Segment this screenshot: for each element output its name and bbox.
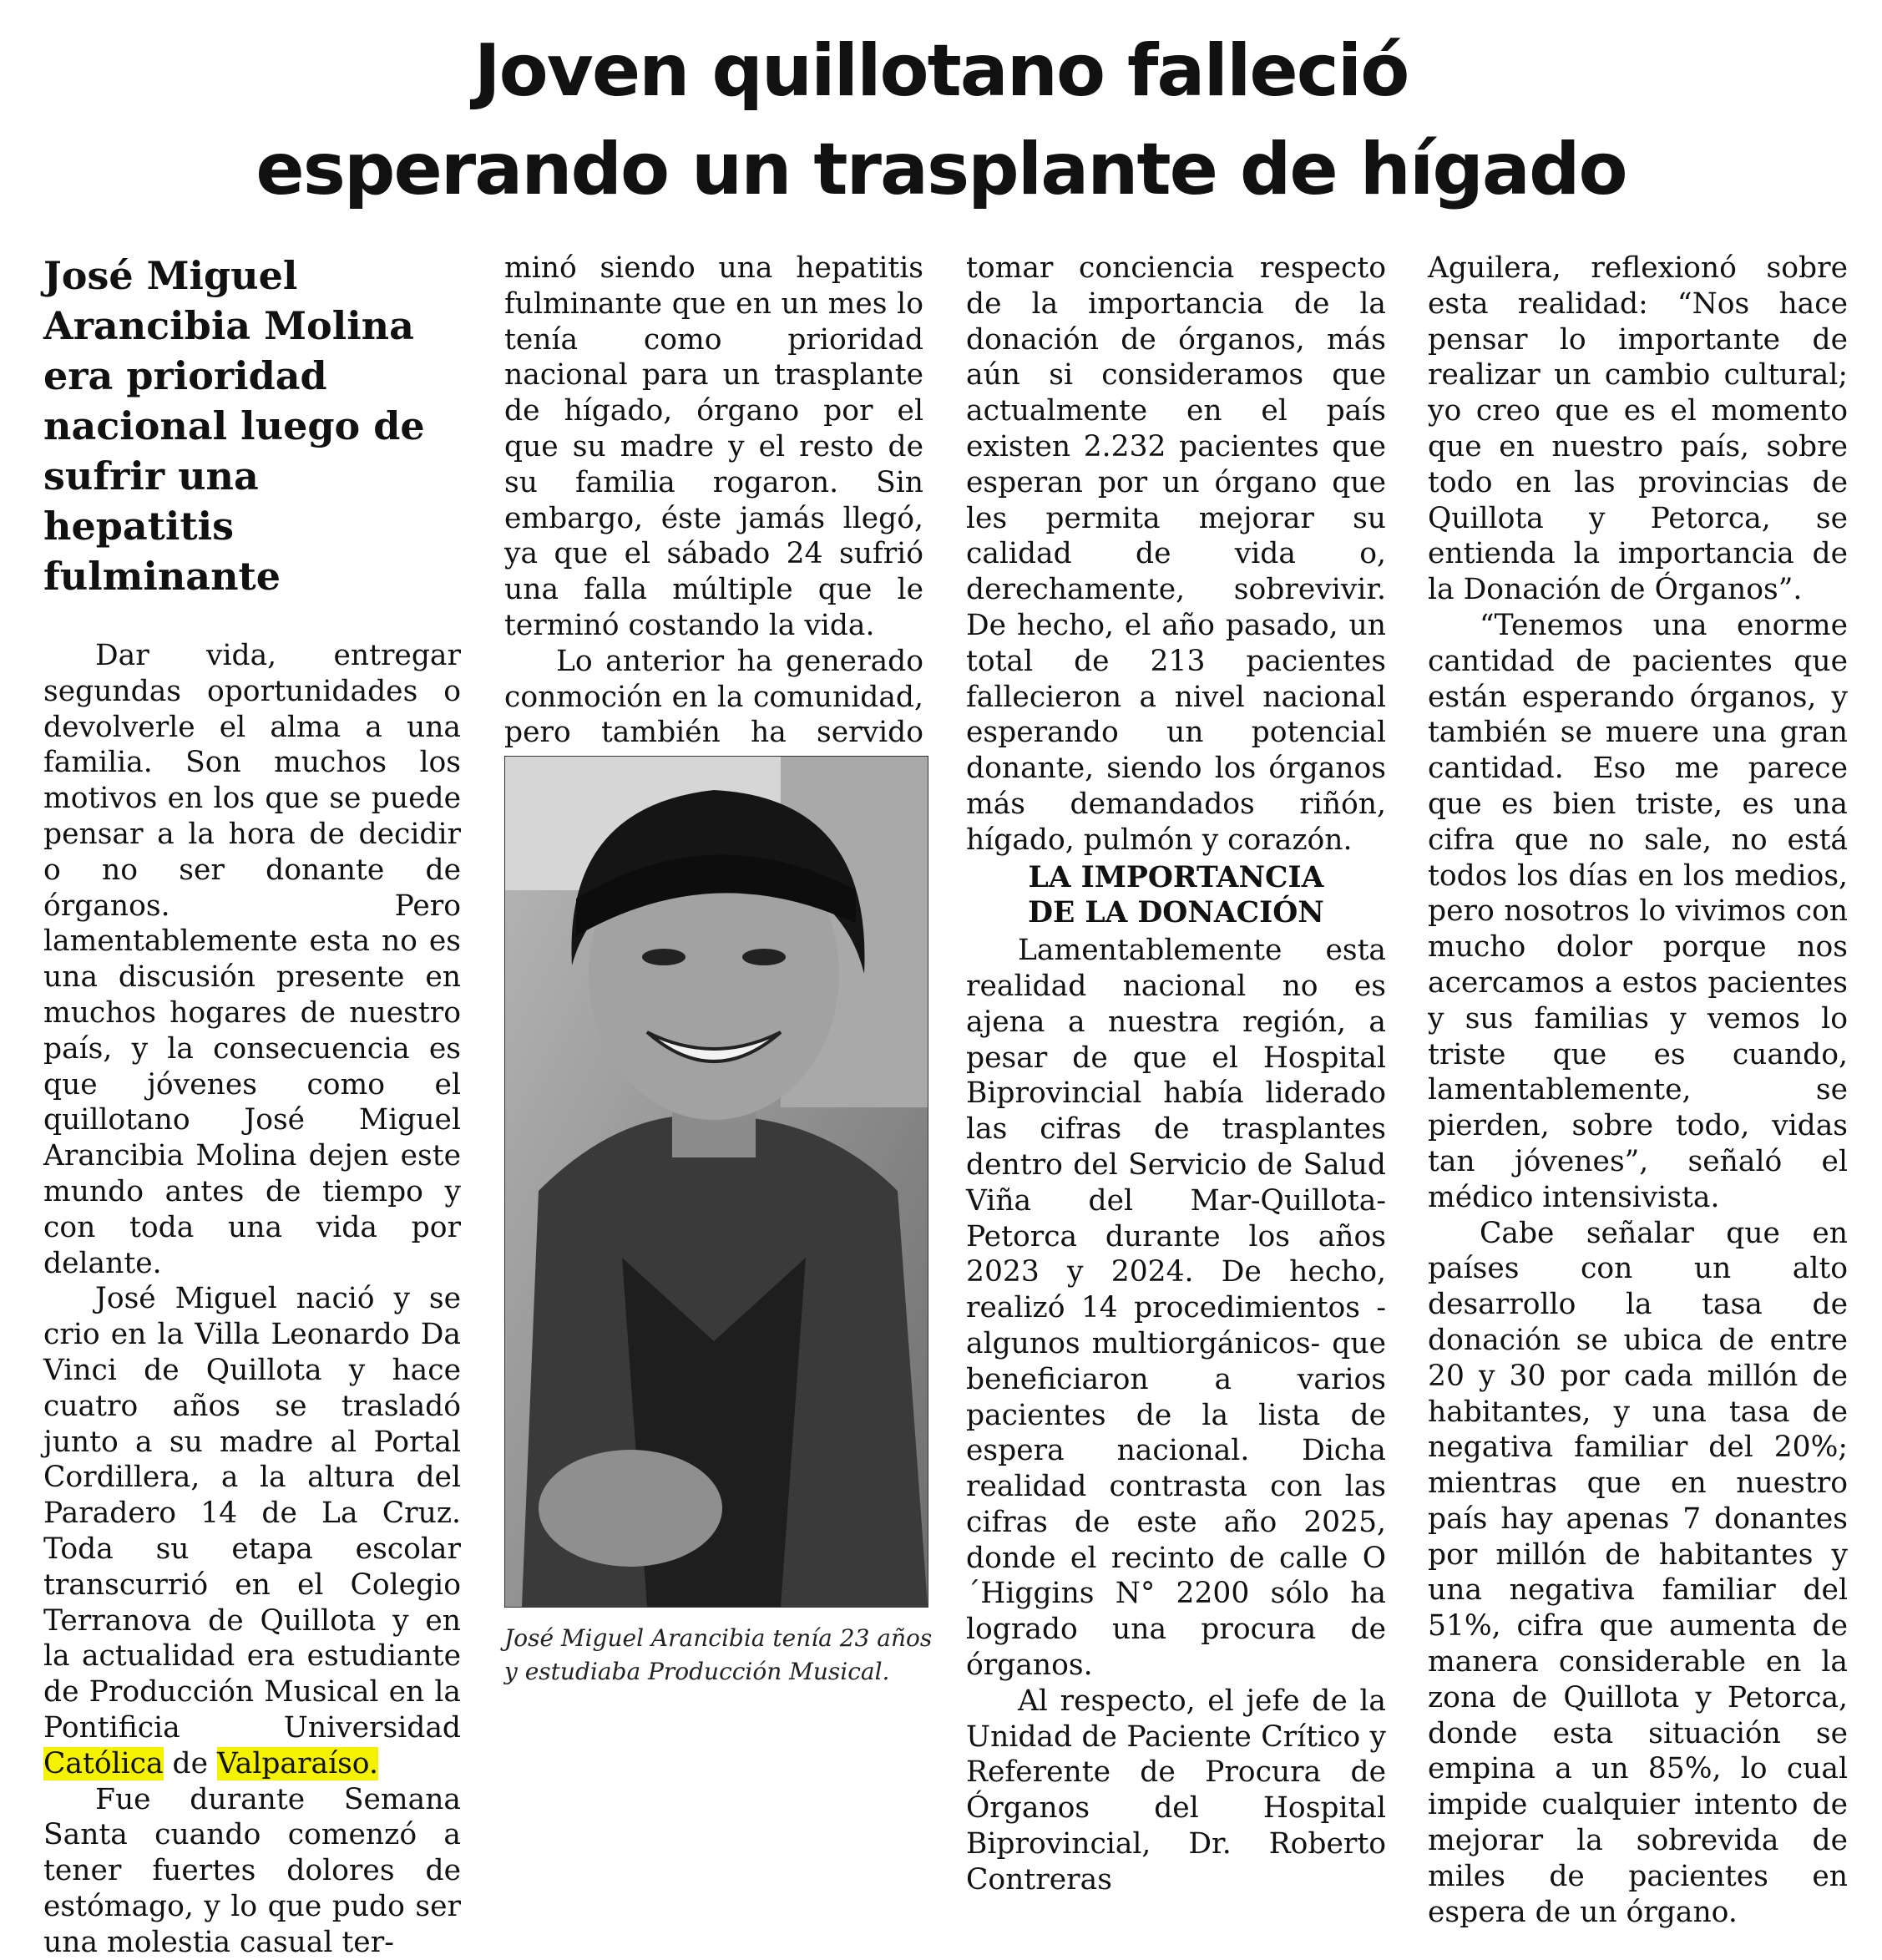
- caption-line-1: José Miguel Arancibia tenía 23 años: [504, 1622, 938, 1655]
- article-column-2: [504, 251, 923, 787]
- headline-line-2: esperando un trasplante de hígado: [0, 120, 1882, 219]
- headline: [0, 22, 1882, 219]
- section-subhead: [966, 860, 1386, 932]
- headline-line-1: Joven quillotano falleció: [0, 22, 1882, 120]
- paragraph: tomar conciencia respecto de la importancia de la donación de órganos, más aún si consideramos que actualmente en el país existen 2.232 pacientes que esperan por un órgano que les permita mejorar su calidad de vida o, derechamente, sobrevivir. De hecho, el año pasado, un total de 213 pacientes fallecieron a nivel nacional esperando un potencial donante, siendo los órganos más demandados riñón, hígado, pulmón y corazón.: [966, 251, 1386, 858]
- article-column-4: [1428, 251, 1848, 1930]
- paragraph: Aguilera, reflexionó sobre esta realidad: “Nos hace pensar lo importante de realizar un cambio cultural; yo creo que es el momento que en nuestro país, sobre todo en las provincias de Quillota y Petorca, se entienda la importancia de la Donación de Órganos”.: [1428, 251, 1848, 608]
- portrait-photo: [504, 756, 928, 1608]
- portrait-illustration: [505, 757, 928, 1607]
- article-column-1: [43, 251, 461, 1960]
- subhead-line-2: DE LA DONACIÓN: [966, 895, 1386, 931]
- paragraph-text: de: [164, 1747, 217, 1780]
- paragraph: Lo anterior ha generado conmoción en la comunidad, pero también ha servido: [504, 644, 923, 787]
- subhead-line-1: LA IMPORTANCIA: [966, 860, 1386, 896]
- paragraph: [43, 1281, 461, 1781]
- paragraph: Lamentablemente esta realidad nacional no es ajena a nuestra región, a pesar de que el Hospital Biprovincial había liderado las cifras de trasplantes dentro del Servicio de Salud Viña del Mar-Quillota-Petorca durante los años 2023 y 2024. De hecho, realizó 14 procedimientos -algunos multiorgánicos- que beneficiaron a varios pacientes de la lista de espera nacional. Dicha realidad contrasta con las cifras de este año 2025, donde el recinto de calle O´Higgins N° 2200 sólo ha logrado una procura de órganos.: [966, 933, 1386, 1684]
- paragraph: Dar vida, entregar segundas oportunidades o devolverle el alma a una familia. Son muchos los motivos en los que se puede pensar a la hora de decidir o no ser donante de órganos. Pero lamentablemente esta no es una discusión presente en muchos hogares de nuestro país, y la consecuencia es que jóvenes como el quillotano José Miguel Arancibia Molina dejen este mundo antes de tiempo y con toda una vida por delante.: [43, 638, 461, 1281]
- paragraph: Fue durante Semana Santa cuando comenzó a tener fuertes dolores de estómago, y lo que pudo ser una molestia casual ter-: [43, 1782, 461, 1960]
- caption-line-2: y estudiaba Producción Musical.: [504, 1655, 938, 1689]
- deck-subtitle: José Miguel Arancibia Molina era prioridad nacional luego de sufrir una hepatitis fulminante: [43, 251, 461, 601]
- article-column-3: [966, 251, 1386, 1898]
- paragraph: Al respecto, el jefe de la Unidad de Paciente Crítico y Referente de Procura de Órganos del Hospital Biprovincial, Dr. Roberto Contreras: [966, 1684, 1386, 1898]
- paragraph: Cabe señalar que en países con un alto desarrollo la tasa de donación se ubica de entre 20 y 30 por cada millón de habitantes, y una tasa de negativa familiar del 20%; mientras que en nuestro país hay apenas 7 donantes por millón de habitantes y una negativa familiar del 51%, cifra que aumenta de manera considerable en la zona de Quillota y Petorca, donde esta situación se empina a un 85%, lo cual impide cualquier intento de mejorar la sobrevida de miles de pacientes en espera de un órgano.: [1428, 1216, 1848, 1931]
- photo-caption: [504, 1622, 938, 1689]
- highlighted-text: Católica: [43, 1747, 164, 1780]
- paragraph-text: José Miguel nació y se crio en la Villa Leonardo Da Vinci de Quillota y hace cuatro años se trasladó junto a su madre al Portal Cordillera, a la altura del Paradero 14 de La Cruz. Toda su etapa escolar transcurrió en el Colegio Terranova de Quillota y en la actualidad era estudiante de Producción Musical en la Pontificia Universidad: [43, 1282, 461, 1745]
- highlighted-text: Valparaíso.: [217, 1747, 378, 1780]
- paragraph: “Tenemos una enorme cantidad de pacientes que están esperando órganos, y también se muere una gran cantidad. Eso me parece que es bien triste, es una cifra que no sale, no está todos los días en los medios, pero nosotros lo vivimos con mucho dolor porque nos acercamos a estos pacientes y sus familias y vemos lo triste que es cuando, lamentablemente, se pierden, sobre todo, vidas tan jóvenes”, señaló el médico intensivista.: [1428, 608, 1848, 1216]
- paragraph: minó siendo una hepatitis fulminante que en un mes lo tenía como prioridad nacional para un trasplante de hígado, órgano por el que su madre y el resto de su familia rogaron. Sin embargo, éste jamás llegó, ya que el sábado 24 sufrió una falla múltiple que le terminó costando la vida.: [504, 251, 923, 644]
